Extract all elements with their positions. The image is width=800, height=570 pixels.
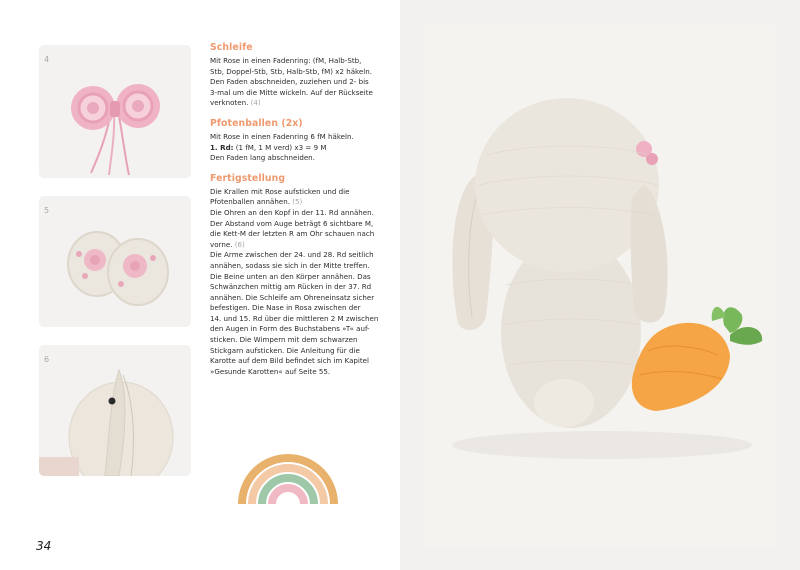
section-title-schleife: Schleife xyxy=(210,42,253,53)
rainbow-icon xyxy=(237,446,339,506)
bow-photo-icon xyxy=(39,45,191,178)
step-6-photo xyxy=(39,345,191,476)
round-instruction xyxy=(210,143,378,154)
paw-pads-photo-icon xyxy=(39,196,191,327)
text-line: Die Arme zwischen der 24. und 28. Rd seitlich xyxy=(210,250,374,260)
text-line: »Gesunde Karotten« auf Seite 55. xyxy=(210,366,331,376)
round-text: (1 fM, 1 M verd) x3 = 9 M xyxy=(233,142,327,152)
text-line: befestigen. Die Nase in Rosa zwischen der xyxy=(210,303,361,313)
text-line: Schwänzchen mittig am Rücken in der 37. Rd xyxy=(210,282,372,292)
text-fragment: Pfotenballen annähen. xyxy=(210,197,290,207)
bunny-with-carrot-photo-icon xyxy=(424,25,775,546)
text-line xyxy=(210,98,378,109)
bunny-face-photo-icon xyxy=(39,345,191,476)
text-line: die Kett-M der letzten R am Ohr schauen nach xyxy=(210,229,375,239)
text-fragment: verknoten. xyxy=(210,98,249,108)
step-number: 5 xyxy=(44,206,50,215)
step-number: 6 xyxy=(44,355,50,364)
text-line: Der Abstand vom Auge beträgt 6 sichtbare M, xyxy=(210,218,374,228)
text-line: Die Ohren an den Kopf in der 11. Rd annähen. xyxy=(210,207,374,217)
figure-reference: (4) xyxy=(250,98,261,108)
figure-reference: (5) xyxy=(292,197,303,207)
text-line: Die Krallen mit Rose aufsticken und die xyxy=(210,186,350,196)
section-title-fertigstellung: Fertigstellung xyxy=(210,172,286,184)
text-line: Mit Rose in einen Fadenring 6 fM häkeln. xyxy=(210,131,354,141)
text-line: Stb, Doppel-Stb, Stb, Halb-Stb, fM) x2 häkeln. xyxy=(210,66,372,76)
step-4-photo xyxy=(39,45,191,178)
text-line: Die Beine unten an den Körper annähen. Das xyxy=(210,271,371,281)
text-fragment: vorne. xyxy=(210,239,233,249)
step-5-photo xyxy=(39,196,191,327)
text-line: annähen. Die Schleife am Ohreneinsatz sicher xyxy=(210,292,375,302)
section-title-pfotenballen: Pfotenballen (2x) xyxy=(210,117,303,129)
text-line: den Augen in Form des Buchstabens »T« auf- xyxy=(210,324,370,334)
figure-reference: (6) xyxy=(234,239,245,249)
text-line: Den Faden lang abschneiden. xyxy=(210,153,315,163)
text-line: sticken. Die Wimpern mit dem schwarzen xyxy=(210,335,358,345)
page-number: 34 xyxy=(36,539,52,553)
text-line: Stickgarn aufsticken. Die Anleitung für die xyxy=(210,345,360,355)
instructions xyxy=(210,42,378,377)
text-line: Den Faden abschneiden, zuziehen und 2- bis xyxy=(210,77,369,87)
text-line xyxy=(210,240,378,251)
text-line xyxy=(210,197,378,208)
text-line: Mit Rose in einen Fadenring: (fM, Halb-Stb, xyxy=(210,56,362,65)
text-line: annähen, sodass sie sich in der Mitte treffen. xyxy=(210,260,370,270)
text-line: 14. und 15. Rd über die mittleren 2 M zwischen xyxy=(210,313,379,323)
round-label: 1. Rd: xyxy=(210,142,234,152)
text-line: Karotte auf dem Bild befindet sich im Kapitel xyxy=(210,356,370,366)
text-line: 3-mal um die Mitte wickeln. Auf der Rückseite xyxy=(210,87,373,97)
step-number: 4 xyxy=(44,55,50,64)
